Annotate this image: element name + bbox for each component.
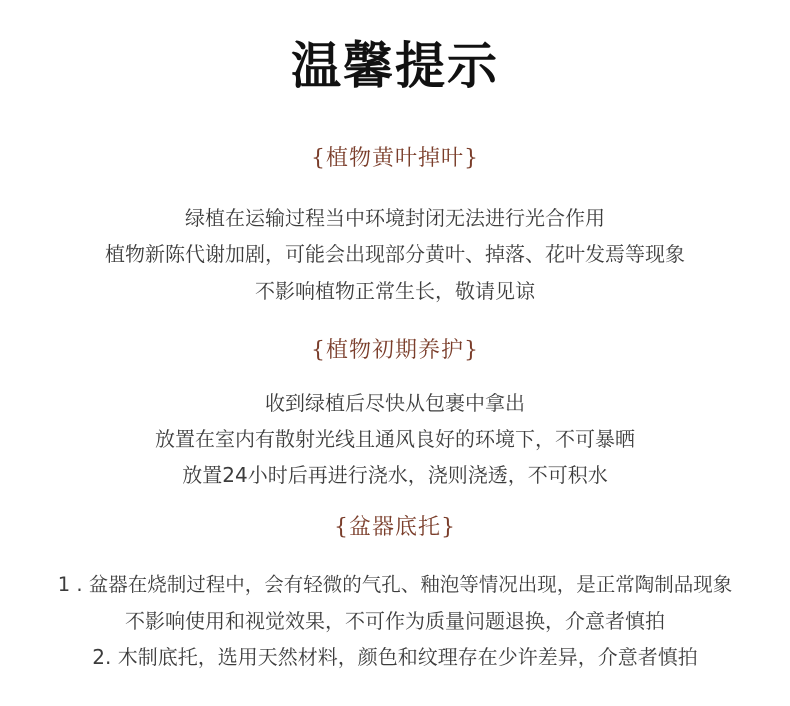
section-text-line: 绿植在运输过程当中环境封闭无法进行光合作用 [185, 206, 605, 230]
section-text-line: 植物新陈代谢加剧，可能会出现部分黄叶、掉落、花叶发焉等现象 [105, 242, 685, 266]
section-text-line: 放置在室内有散射光线且通风良好的环境下，不可暴晒 [155, 427, 635, 451]
section-text-line: 1 . 盆器在烧制过程中，会有轻微的气孔、釉泡等情况出现，是正常陶制品现象 [57, 573, 733, 596]
section-text-line: 放置24小时后再进行浇水，浇则浇透，不可积水 [182, 463, 608, 487]
section-heading-initial-care: {植物初期养护} [311, 338, 479, 363]
section-heading-pot-tray: {盆器底托} [334, 515, 456, 540]
section-text-line: 不影响使用和视觉效果，不可作为质量问题退换，介意者慎拍 [125, 609, 665, 633]
section-heading-yellow-leaves: {植物黄叶掉叶} [311, 146, 479, 171]
section-text-line: 收到绿植后尽快从包裹中拿出 [265, 391, 525, 415]
page-title: 温馨提示 [291, 36, 499, 95]
section-text-line: 2. 木制底托，选用天然材料，颜色和纹理存在少许差异，介意者慎拍 [92, 645, 698, 669]
section-text-line: 不影响植物正常生长，敬请见谅 [255, 279, 535, 303]
